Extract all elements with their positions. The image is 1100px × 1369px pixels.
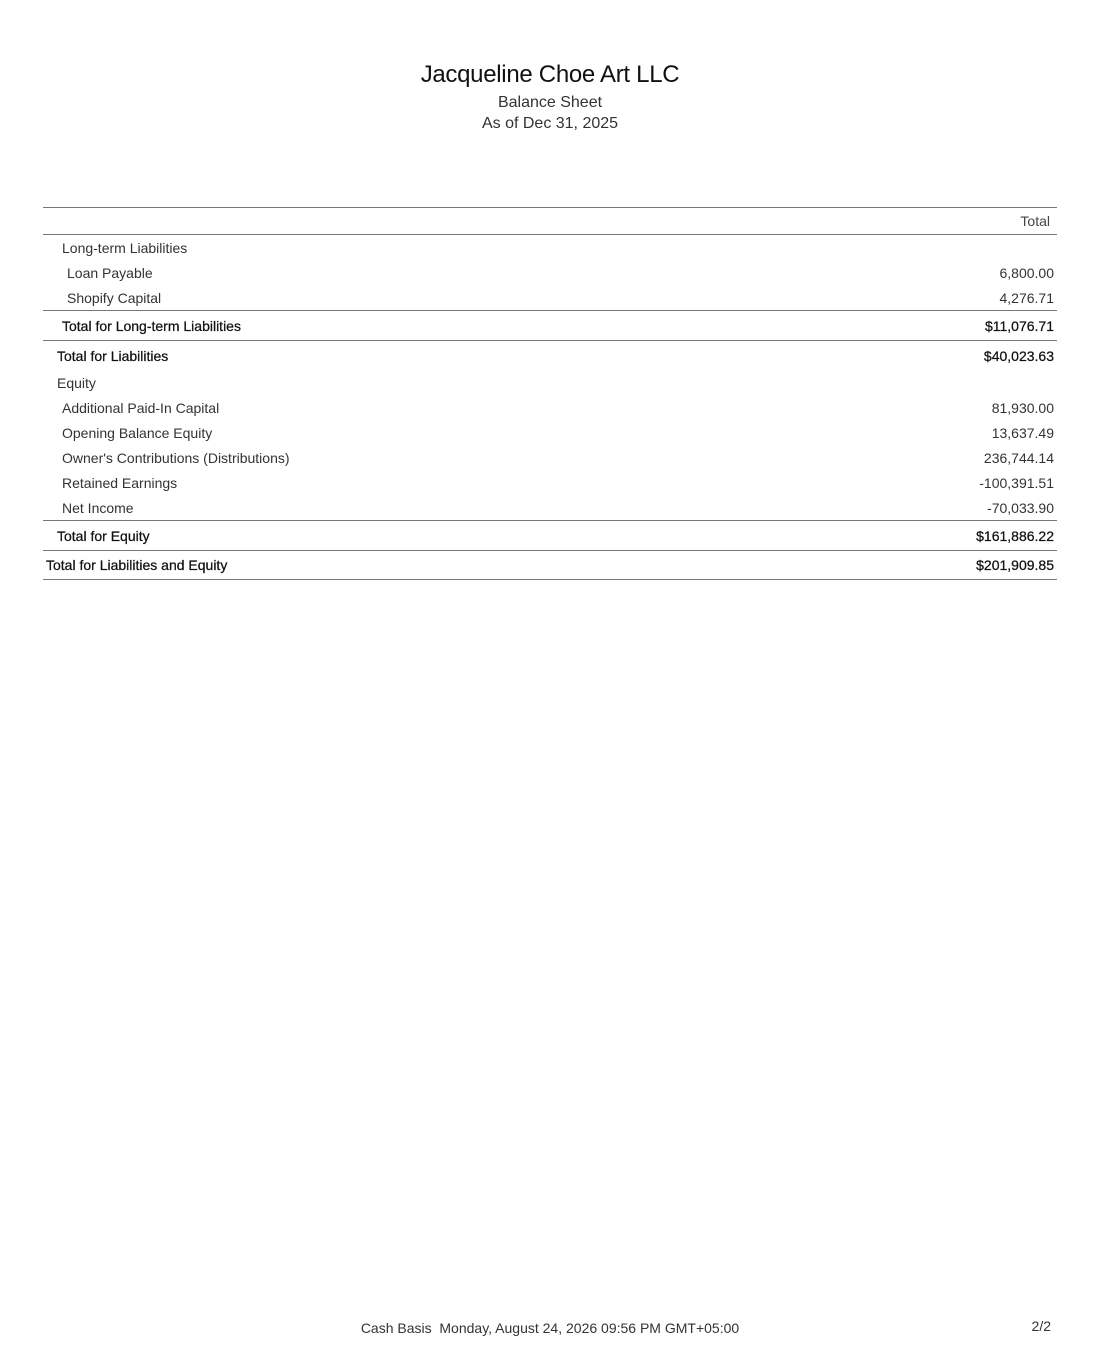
total-value: $11,076.71 xyxy=(984,317,1054,334)
account-value: 6,800.00 xyxy=(999,264,1054,281)
account-label: Opening Balance Equity xyxy=(62,424,213,441)
section-header-long-term-liabilities xyxy=(43,235,1057,260)
table-row xyxy=(43,260,1057,285)
section-label: Equity xyxy=(57,374,96,391)
account-label: Shopify Capital xyxy=(67,289,162,306)
total-row-equity xyxy=(43,520,1057,550)
section-label: Long-term Liabilities xyxy=(62,239,188,256)
total-value: $161,886.22 xyxy=(976,527,1054,544)
table-row xyxy=(43,395,1057,420)
total-label: Total for Equity xyxy=(57,527,150,544)
company-name: Jacqueline Choe Art LLC xyxy=(420,61,680,88)
column-header xyxy=(43,207,1057,235)
total-row-liabilities-and-equity xyxy=(43,550,1057,580)
account-label: Additional Paid-In Capital xyxy=(62,399,220,416)
total-value: $40,023.63 xyxy=(983,347,1054,364)
account-value: 236,744.14 xyxy=(983,449,1054,466)
account-value: -70,033.90 xyxy=(987,499,1054,516)
total-row-liabilities xyxy=(43,340,1057,370)
table-row xyxy=(43,470,1057,495)
total-label: Total for Liabilities xyxy=(57,347,169,364)
balance-sheet-table xyxy=(43,207,1057,580)
account-value: 81,930.00 xyxy=(991,399,1054,416)
total-column-label: Total xyxy=(1020,213,1050,229)
report-footer xyxy=(0,1320,1100,1336)
report-date: As of Dec 31, 2025 xyxy=(481,115,619,132)
basis-and-timestamp: Cash Basis Monday, August 24, 2026 09:56 PM GMT+05:00 xyxy=(360,1320,740,1336)
total-label: Total for Long-term Liabilities xyxy=(62,317,241,334)
account-value: 4,276.71 xyxy=(999,289,1054,306)
account-label: Owner's Contributions (Distributions) xyxy=(62,449,290,466)
account-value: 13,637.49 xyxy=(991,424,1054,441)
report-title: Balance Sheet xyxy=(497,94,603,111)
total-label: Total for Liabilities and Equity xyxy=(46,557,228,573)
account-label: Loan Payable xyxy=(67,264,153,281)
account-label: Net Income xyxy=(62,499,134,516)
total-row-long-term-liabilities xyxy=(43,310,1057,340)
total-value: $201,909.85 xyxy=(976,557,1054,573)
report-header xyxy=(0,58,1100,135)
table-row xyxy=(43,420,1057,445)
table-row xyxy=(43,495,1057,520)
table-row xyxy=(43,445,1057,470)
section-header-equity xyxy=(43,370,1057,395)
account-label: Retained Earnings xyxy=(62,474,178,491)
table-row xyxy=(43,285,1057,310)
page-number: 2/2 xyxy=(1031,1318,1051,1334)
account-value: -100,391.51 xyxy=(979,474,1054,491)
